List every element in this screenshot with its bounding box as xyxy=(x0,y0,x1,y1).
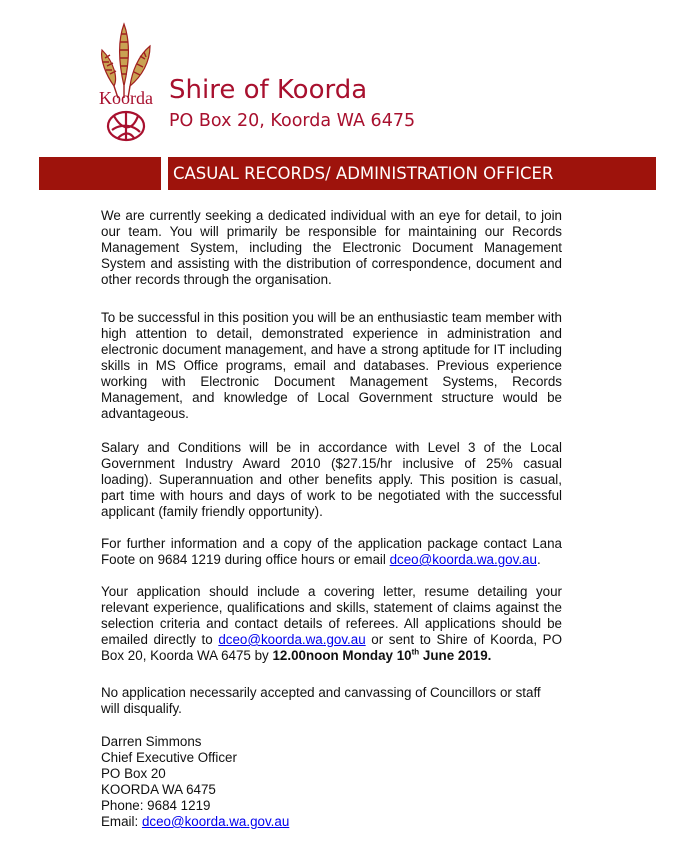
email-link[interactable]: dceo@koorda.wa.gov.au xyxy=(218,632,366,647)
org-name: Shire of Koorda xyxy=(169,75,368,105)
phone-line: Phone: 9684 1219 xyxy=(101,798,211,813)
email-line: Email: dceo@koorda.wa.gov.au xyxy=(101,814,290,829)
intro-paragraph: We are currently seeking a dedicated individual with an eye for detail, to join our team. You will primarily be responsible for maintaining our Records Management System, including the Electronic Document Management System and assisting with the distribution of correspondence, document and other records through the organisation. xyxy=(101,208,562,287)
disclaimer-paragraph: No application necessarily accepted and canvassing of Councillors or staff will disqualify. xyxy=(101,685,541,716)
signatory-title: Chief Executive Officer xyxy=(101,750,237,765)
application-paragraph: Your application should include a covering letter, resume detailing your relevant experience, qualifications and skills, statement of claims against the selection criteria and contact details of referees. All applications should be emailed directly to dceo@koorda.wa.gov.au or sent to Shire of Koorda, PO Box 20, Koorda WA 6475 by 12.00noon Monday 10th June 2019. xyxy=(101,584,562,663)
salary-paragraph: Salary and Conditions will be in accordance with Level 3 of the Local Government Industry Award 2010 ($27.15/hr inclusive of 25% casual loading). Superannuation and other benefits apply. This position is casual, part time with hours and days of work to be negotiated with the successful applicant (family friendly opportunity). xyxy=(101,440,562,519)
job-title: CASUAL RECORDS/ ADMINISTRATION OFFICER xyxy=(173,164,554,183)
signature-block xyxy=(101,734,289,830)
job-title-banner xyxy=(168,157,656,190)
contact-paragraph: For further information and a copy of the application package contact Lana Foote on 9684 1219 during office hours or email dceo@koorda.wa.gov.au. xyxy=(101,536,562,567)
svg-text:Koorda: Koorda xyxy=(99,88,153,108)
banner-decor-block xyxy=(39,157,161,190)
requirements-paragraph: To be successful in this position you will be an enthusiastic team member with high attention to detail, demonstrated experience in administration and electronic document management, and have a strong aptitude for IT including skills in MS Office programs, email and databases. Previous experience working with Electronic Document Management Systems, Records Management, and knowledge of Local Government structure would be advantageous. xyxy=(101,310,562,421)
org-address: PO Box 20, Koorda WA 6475 xyxy=(169,111,416,131)
deadline: 12.00noon Monday 10th June 2019. xyxy=(272,647,492,663)
email-link[interactable]: dceo@koorda.wa.gov.au xyxy=(389,552,537,567)
koorda-wheat-logo-icon xyxy=(88,20,164,144)
address-line-2: KOORDA WA 6475 xyxy=(101,782,216,797)
email-link[interactable]: dceo@koorda.wa.gov.au xyxy=(141,814,290,829)
address-line-1: PO Box 20 xyxy=(101,766,166,781)
signatory-name: Darren Simmons xyxy=(101,734,202,749)
